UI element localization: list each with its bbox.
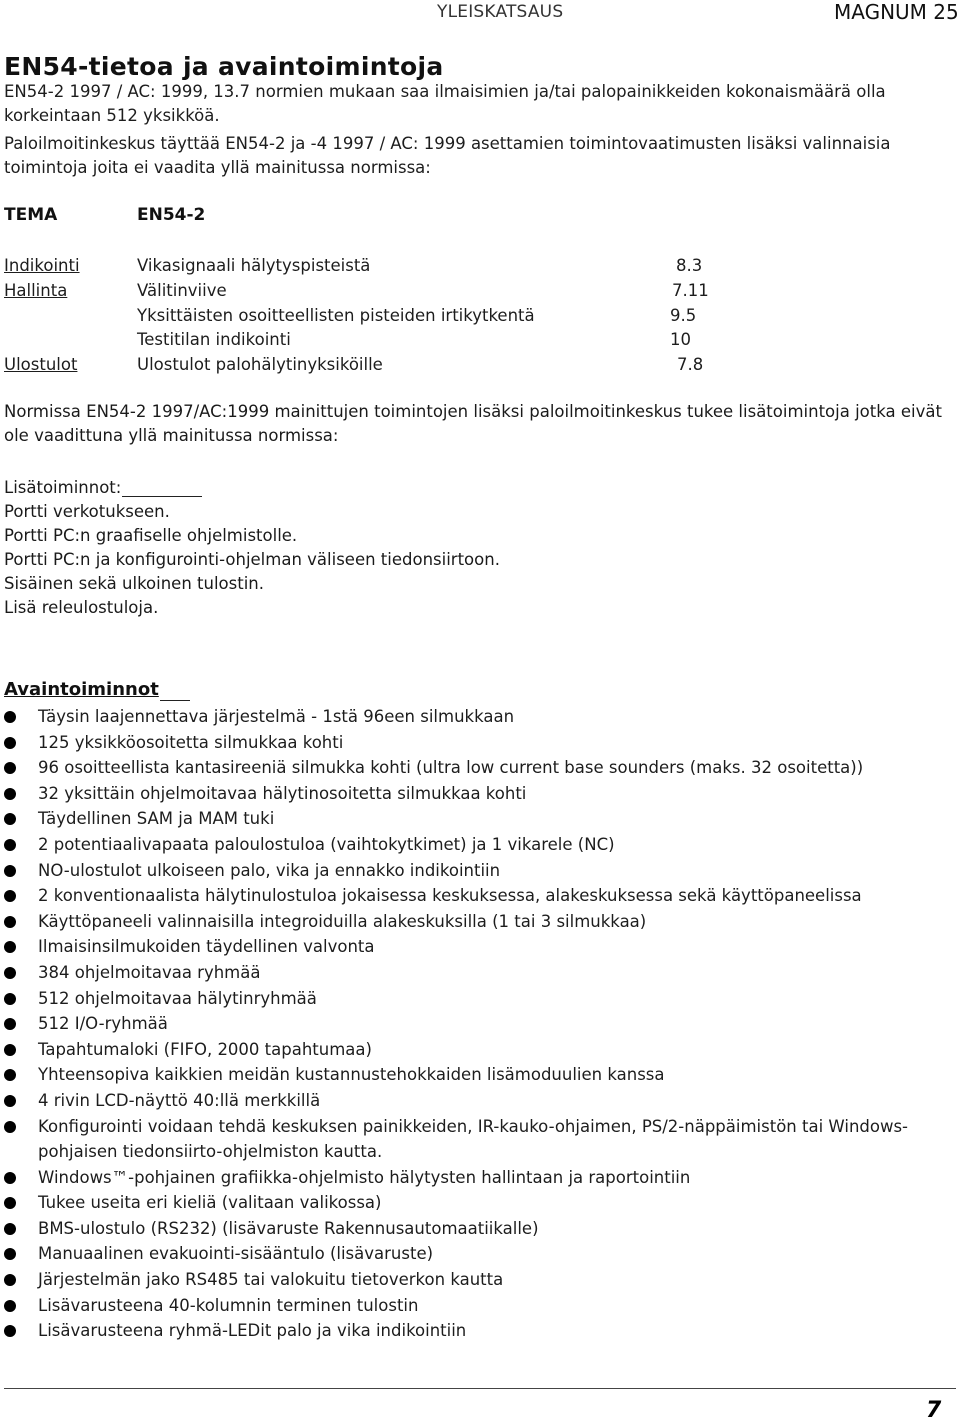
- table-row-ref: 10: [670, 330, 691, 349]
- bullet-dot-icon: [4, 788, 16, 800]
- bullet-dot-icon: [4, 1095, 16, 1107]
- table-row-category: Hallinta: [4, 281, 68, 300]
- header-product-name: MAGNUM 25: [834, 0, 959, 24]
- list-item-text: 2 konventionaalista hälytinulostuloa jokaisessa keskuksessa, alakeskuksessa sekä käyttöpaneelissa: [38, 886, 862, 906]
- list-item: [0, 832, 958, 858]
- list-item: [0, 1011, 958, 1037]
- bullet-dot-icon: [4, 865, 16, 877]
- table-row-ref: 7.11: [672, 281, 709, 300]
- lisatoiminnot-item: Portti PC:n graafiselle ohjelmistolle.: [4, 526, 298, 545]
- list-item: [0, 1037, 958, 1063]
- list-item: [0, 1267, 958, 1293]
- avaintoiminnot-heading: Avaintoiminnot: [4, 679, 159, 700]
- list-item-text: Tapahtumaloki (FIFO, 2000 tapahtumaa): [38, 1039, 372, 1059]
- list-item: [0, 1165, 958, 1191]
- list-item-text: 125 yksikköosoitetta silmukkaa kohti: [38, 732, 344, 752]
- avaintoiminnot-underline: [160, 700, 190, 701]
- list-item-text: Järjestelmän jako RS485 tai valokuitu tietoverkon kautta: [38, 1270, 504, 1290]
- list-item: [0, 1241, 958, 1267]
- list-item: [0, 704, 958, 730]
- list-item-text: Käyttöpaneeli valinnaisilla integroiduilla alakeskuksilla (1 tai 3 silmukkaa): [38, 911, 647, 931]
- list-item-text: Windows™-pohjainen grafiikka-ohjelmisto hälytysten hallintaan ja raportointiin: [38, 1167, 691, 1187]
- table-row-function: Testitilan indikointi: [137, 330, 291, 349]
- page-number: 7: [926, 1398, 942, 1423]
- bullet-dot-icon: [4, 813, 16, 825]
- bullet-dot-icon: [4, 1325, 16, 1337]
- list-item: [0, 934, 958, 960]
- list-item-text: BMS-ulostulo (RS232) (lisävaruste Rakennusautomaatiikalle): [38, 1218, 539, 1238]
- table-row-function: Ulostulot palohälytinyksiköille: [137, 355, 383, 374]
- list-item-text: Tukee useita eri kieliä (valitaan valikossa): [38, 1193, 382, 1213]
- table-row-ref: 8.3: [676, 256, 703, 275]
- list-item-text: Täydellinen SAM ja MAM tuki: [38, 809, 275, 829]
- bullet-dot-icon: [4, 1172, 16, 1184]
- list-item-text: Ilmaisinsilmukoiden täydellinen valvonta: [38, 937, 375, 957]
- lisatoiminnot-item: Sisäinen sekä ulkoinen tulostin.: [4, 574, 264, 593]
- list-item: [0, 781, 958, 807]
- normissa-paragraph: Normissa EN54-2 1997/AC:1999 mainittujen toimintojen lisäksi paloilmoitinkeskus tukee lisätoimintoja jotka eivät ole vaadittuna yllä mainitussa normissa:: [4, 402, 942, 445]
- list-item: [0, 730, 958, 756]
- bullet-dot-icon: [4, 1044, 16, 1056]
- bullet-dot-icon: [4, 967, 16, 979]
- table-row-function: Välitinviive: [137, 281, 227, 300]
- list-item: [0, 755, 958, 781]
- bullet-dot-icon: [4, 839, 16, 851]
- table-row-ref: 9.5: [670, 306, 697, 325]
- list-item-text: Lisävarusteena 40-kolumnin terminen tulostin: [38, 1295, 419, 1315]
- bullet-dot-icon: [4, 1197, 16, 1209]
- lisatoiminnot-item: Portti PC:n ja konfigurointi-ohjelman väliseen tiedonsiirtoon.: [4, 550, 500, 569]
- list-item-text: 2 potentiaalivapaata paloulostuloa (vaihtokytkimet) ja 1 vikarele (NC): [38, 834, 615, 854]
- list-item: [0, 909, 958, 935]
- list-item-text: NO-ulostulot ulkoiseen palo, vika ja ennakko indikointiin: [38, 860, 501, 880]
- list-item: [0, 858, 958, 884]
- lisatoiminnot-item: Lisä releulostuloja.: [4, 598, 159, 617]
- list-item-text: 512 I/O-ryhmää: [38, 1014, 168, 1034]
- list-item: [0, 1216, 958, 1242]
- bullet-dot-icon: [4, 916, 16, 928]
- table-row-category: Indikointi: [4, 256, 80, 275]
- table-row-category: Ulostulot: [4, 355, 78, 374]
- bullet-dot-icon: [4, 1248, 16, 1260]
- list-item-text: Konfigurointi voidaan tehdä keskuksen painikkeiden, IR-kauko-ohjaimen, PS/2-näppäimistön tai Windows-pohjaisen tiedonsiirto-ohjelmiston kautta.: [38, 1116, 909, 1162]
- bullet-dot-icon: [4, 941, 16, 953]
- list-item: [0, 883, 958, 909]
- table-row-ref: 7.8: [677, 355, 704, 374]
- footer-divider: [4, 1388, 956, 1389]
- list-item-text: 512 ohjelmoitavaa hälytinryhmää: [38, 988, 317, 1008]
- intro-paragraph-1: EN54-2 1997 / AC: 1999, 13.7 normien mukaan saa ilmaisimien ja/tai palopainikkeiden kokonaismäärä olla korkeintaan 512 yksikköä.: [4, 82, 886, 125]
- list-item-text: Manuaalinen evakuointi-sisääntulo (lisävaruste): [38, 1244, 434, 1264]
- lisatoiminnot-item: Portti verkotukseen.: [4, 502, 170, 521]
- bullet-dot-icon: [4, 1018, 16, 1030]
- bullet-dot-icon: [4, 1121, 16, 1133]
- list-item: [0, 1088, 958, 1114]
- list-item: [0, 986, 958, 1012]
- list-item: [0, 1062, 958, 1088]
- list-item: [0, 960, 958, 986]
- bullet-dot-icon: [4, 1274, 16, 1286]
- list-item: [0, 1190, 958, 1216]
- lisatoiminnot-underline: [122, 496, 202, 497]
- bullet-dot-icon: [4, 711, 16, 723]
- bullet-dot-icon: [4, 737, 16, 749]
- table-header-en54: EN54-2: [137, 205, 206, 225]
- bullet-dot-icon: [4, 890, 16, 902]
- bullet-dot-icon: [4, 1223, 16, 1235]
- avaintoiminnot-list: [0, 704, 960, 1344]
- table-row-function: Vikasignaali hälytyspisteistä: [137, 256, 371, 275]
- list-item-text: 384 ohjelmoitavaa ryhmää: [38, 962, 261, 982]
- page-title: EN54-tietoa ja avaintoimintoja: [4, 52, 444, 81]
- table-row-function: Yksittäisten osoitteellisten pisteiden irtikytkentä: [137, 306, 535, 325]
- list-item: [0, 806, 958, 832]
- intro-paragraph-2: Paloilmoitinkeskus täyttää EN54-2 ja -4 1997 / AC: 1999 asettamien toimintovaatimusten lisäksi valinnaisia toimintoja joita ei vaadita yllä mainitussa normissa:: [4, 134, 891, 177]
- list-item: [0, 1318, 958, 1344]
- bullet-dot-icon: [4, 993, 16, 1005]
- header-section-label: YLEISKATSAUS: [437, 2, 564, 22]
- list-item: [0, 1114, 958, 1165]
- lisatoiminnot-heading: Lisätoiminnot:: [4, 478, 122, 497]
- list-item-text: 4 rivin LCD-näyttö 40:llä merkkillä: [38, 1090, 321, 1110]
- list-item-text: 32 yksittäin ohjelmoitavaa hälytinosoitetta silmukkaa kohti: [38, 783, 527, 803]
- bullet-dot-icon: [4, 762, 16, 774]
- table-header-tema: TEMA: [4, 205, 58, 225]
- list-item-text: Yhteensopiva kaikkien meidän kustannustehokkaiden lisämoduulien kanssa: [38, 1065, 665, 1085]
- bullet-dot-icon: [4, 1069, 16, 1081]
- bullet-dot-icon: [4, 1300, 16, 1312]
- list-item-text: Lisävarusteena ryhmä-LEDit palo ja vika indikointiin: [38, 1321, 467, 1341]
- list-item: [0, 1293, 958, 1319]
- list-item-text: 96 osoitteellista kantasireeniä silmukka kohti (ultra low current base sounders (maks. 32 osoitetta)): [38, 758, 864, 778]
- list-item-text: Täysin laajennettava järjestelmä - 1stä 96een silmukkaan: [38, 707, 515, 726]
